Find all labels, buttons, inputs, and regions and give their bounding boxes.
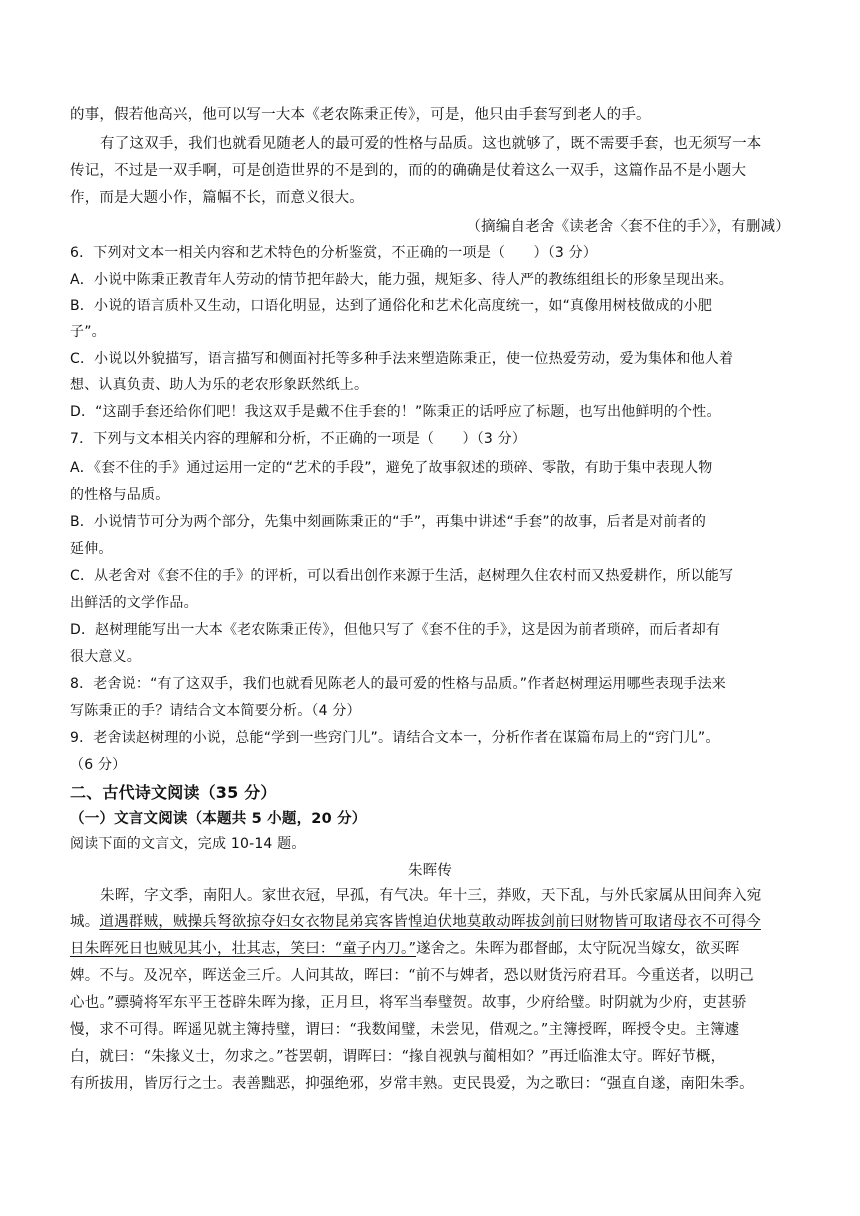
question-8: 8．老舍说：“有了这双手，我们也就看见陈老人的最可爱的性格与品质。”作者赵树理运用哪些表现手法来 bbox=[70, 676, 727, 692]
option-6b: B．小说的语言质朴又生动，口语化明显，达到了通俗化和艺术化高度统一，如“真像用树枝做成的小肥 bbox=[70, 298, 713, 314]
passage-line: 有了这双手，我们也就看见随老人的最可爱的性格与品质。这也就够了，既不需要手套，也无须写一本 bbox=[100, 136, 762, 152]
text-title: 朱晖传 bbox=[407, 863, 453, 879]
option-6d: D．“这副手套还给你们吧！我这双手是戴不住手套的！”陈秉正的话呼应了标题，也写出他鲜明的个性。 bbox=[70, 404, 721, 420]
question-7: 7．下列与文本相关内容的理解和分析，不正确的一项是（ ）（3 分） bbox=[70, 431, 527, 447]
question-6: 6．下列对文本一相关内容和艺术特色的分析鉴赏，不正确的一项是（ ）（3 分） bbox=[70, 245, 598, 261]
question-9-cont: （6 分） bbox=[70, 757, 127, 773]
classical-text-line: 慢，求不可得。晖遥见就主簿持璧，谓曰：“我数闻璧，未尝见，借观之。”主簿授晖，晖授令史。主簿遽 bbox=[70, 1022, 740, 1038]
option-6a: A．小说中陈秉正教青年人劳动的情节把年龄大，能力强，规矩多、待人严的教练组组长的形象呈现出来。 bbox=[70, 272, 733, 288]
instruction: 阅读下面的文言文，完成 10-14 题。 bbox=[70, 836, 306, 852]
option-7a-cont: 的性格与品质。 bbox=[70, 487, 170, 503]
passage-line: 作，而是大题小作，篇幅不长，而意义很大。 bbox=[70, 190, 364, 206]
option-7d: D．赵树理能写出一大本《老农陈秉正传》，但他只写了《套不住的手》，这是因为前者琐碎，而后者却有 bbox=[70, 622, 721, 638]
question-8-cont: 写陈秉正的手？请结合文本简要分析。（4 分） bbox=[70, 703, 361, 719]
classical-text-line: 日朱晖死日也贼见其小，壮其志，笑曰：“童子内刀。”遂舍之。朱晖为郡督邮，太守阮况当嫁女，欲买晖 bbox=[70, 941, 740, 957]
source-citation: （摘编自老舍《读老舍〈套不住的手〉》，有删减） bbox=[466, 219, 790, 235]
classical-text-line: 婢。不与。及况卒，晖送金三斤。人问其故，晖曰：“前不与婢者，恐以财货污府君耳。今重送者，以明己 bbox=[70, 968, 754, 984]
underlined-passage: 道遇群贼，贼操兵弩欲掠夺妇女衣物昆弟宾客皆惶迫伏地莫敢动晖拔剑前曰财物皆可取诸母衣不可得今 bbox=[99, 914, 761, 930]
underlined-passage: 日朱晖死日也贼见其小， bbox=[70, 941, 232, 957]
classical-text-line: 心也。”骠骑将军东平王苍辟朱晖为掾，正月旦，将军当奉璧贺。故事，少府给璧。时阴就为少府，吏甚骄 bbox=[70, 995, 747, 1011]
classical-text-line: 城。道遇群贼，贼操兵弩欲掠夺妇女衣物昆弟宾客皆惶迫伏地莫敢动晖拔剑前曰财物皆可取诸母衣不可得今 bbox=[70, 914, 761, 930]
classical-text-line: 有所拔用，皆厉行之士。表善黜恶，抑强绝邪，岁常丰熟。吏民畏爱，为之歌曰：“强直自遂，南阳朱季。 bbox=[70, 1076, 754, 1092]
option-6c-cont: 想、认真负责、助人为乐的老农形象跃然纸上。 bbox=[70, 377, 369, 393]
classical-text-line: 白，就曰：“朱掾义士，勿求之。”苍罢朝，谓晖曰：“掾自视孰与蔺相如？”再迁临淮太守。晖好节概， bbox=[70, 1049, 726, 1065]
option-7b: B．小说情节可分为两个部分，先集中刻画陈秉正的“手”，再集中讲述“手套”的故事，后者是对前者的 bbox=[70, 514, 707, 530]
passage-line: 的事，假若他高兴，他可以写一大本《老农陈秉正传》，可是，他只由手套写到老人的手。 bbox=[70, 107, 651, 123]
question-9: 9．老舍读赵树理的小说，总能“学到一些窍门儿”。请结合文本一，分析作者在谋篇布局上的“窍门儿”。 bbox=[70, 730, 720, 746]
option-6b-cont: 子”。 bbox=[70, 324, 106, 340]
section-heading: 二、古代诗文阅读（35 分） bbox=[70, 783, 277, 802]
option-7d-cont: 很大意义。 bbox=[70, 649, 141, 665]
option-7a: A．《套不住的手》通过运用一定的“艺术的手段”，避免了故事叙述的琐碎、零散，有助于集中表现人物 bbox=[70, 460, 713, 476]
underlined-passage: 壮其志，笑曰：“童子内刀。” bbox=[231, 941, 417, 957]
passage-line: 传记，不过是一双手啊，可是创造世界的不是到的，而的的确确是仗着这么一双手，这篇作品不是小题大 bbox=[70, 163, 747, 179]
option-7c: C．从老舍对《套不住的手》的评析，可以看出创作来源于生活，赵树理久住农村而又热爱耕作，所以能写 bbox=[70, 568, 734, 584]
option-7c-cont: 出鲜活的文学作品。 bbox=[70, 595, 198, 611]
classical-text-line: 朱晖，字文季，南阳人。家世衣冠，早孤，有气决。年十三，莽败，天下乱，与外氏家属从田间奔入宛 bbox=[100, 888, 762, 904]
option-6c: C．小说以外貌描写，语言描写和侧面衬托等多种手法来塑造陈秉正，使一位热爱劳动，爱为集体和他人着 bbox=[70, 351, 734, 367]
option-7b-cont: 延伸。 bbox=[70, 541, 113, 557]
subsection-heading: （一）文言文阅读（本题共 5 小题，20 分） bbox=[70, 811, 367, 827]
